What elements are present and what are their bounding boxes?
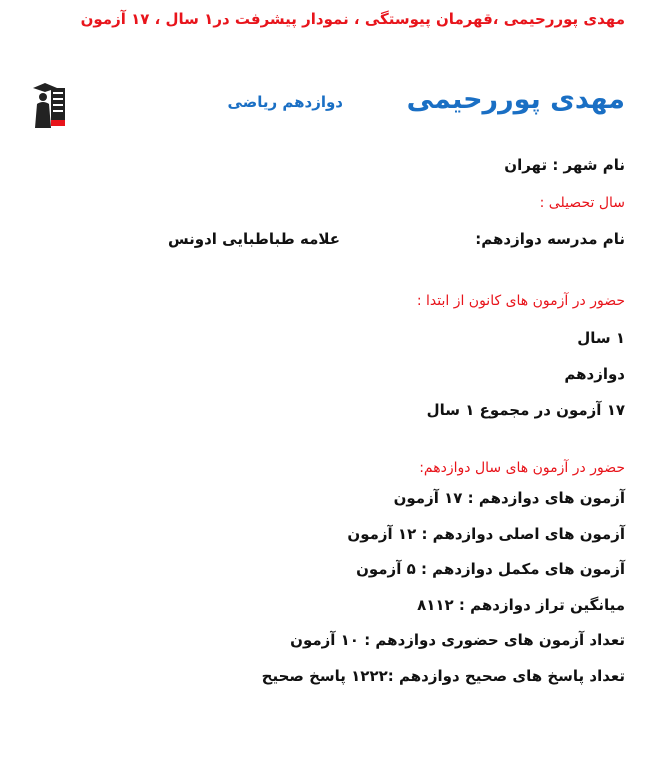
list-item: تعداد آزمون های حضوری دوازدهم : ۱۰ آزمون — [290, 631, 625, 649]
list-item: ۱ سال — [577, 329, 625, 347]
page-title: مهدی پوررحیمی ،قهرمان پیوستگی ، نمودار پیشرفت در۱ سال ، ۱۷ آزمون — [80, 10, 625, 28]
year-exams-label: حضور در آزمون های سال دوازدهم: — [419, 460, 625, 476]
list-item: ۱۷ آزمون در مجموع ۱ سال — [426, 401, 625, 419]
list-item: دوازدهم — [564, 365, 625, 383]
student-name: مهدی پوررحیمی — [406, 84, 625, 115]
kanoon-logo-icon — [29, 80, 69, 130]
since-start-list — [427, 328, 625, 436]
list-item: تعداد پاسخ های صحیح دوازدهم :۱۲۲۲ پاسخ صحیح — [261, 666, 625, 685]
school-label: نام مدرسه دوازدهم: — [475, 230, 625, 248]
school-value: علامه طباطبایی ادونس — [167, 230, 340, 248]
list-item: آزمون های مکمل دوازدهم : ۵ آزمون — [356, 560, 625, 578]
since-start-label: حضور در آزمون های کانون از ابتدا : — [416, 293, 625, 309]
grade-field: دوازدهم ریاضی — [227, 93, 343, 111]
academic-year-label: سال تحصیلی : — [539, 195, 625, 211]
list-item: میانگین تراز دوازدهم : ۸۱۱۲ — [417, 595, 625, 614]
year-exams-list — [262, 488, 625, 701]
city-field: نام شهر : تهران — [504, 156, 625, 174]
list-item: آزمون های اصلی دوازدهم : ۱۲ آزمون — [347, 524, 625, 543]
list-item: آزمون های دوازدهم : ۱۷ آزمون — [393, 489, 625, 507]
